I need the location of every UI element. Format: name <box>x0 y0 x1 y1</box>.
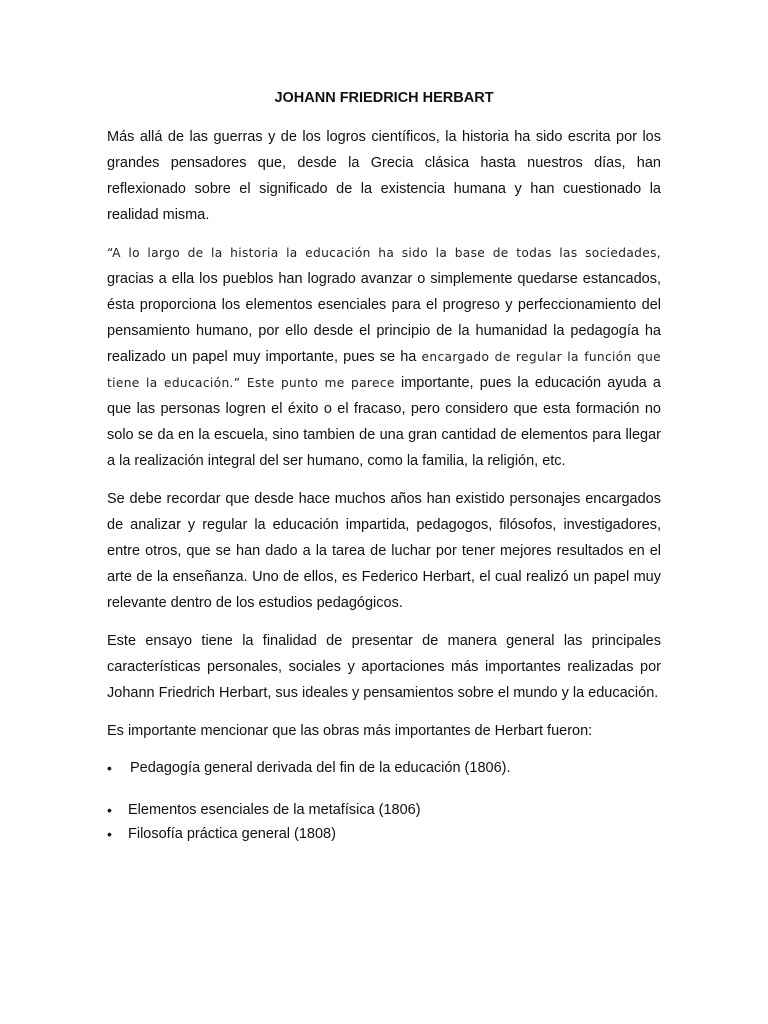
work-title: Pedagogía general derivada del fin de la educación (1806). <box>130 760 511 776</box>
quote-closing: encargado de regular la función que tiene la educación.” Este punto me parece <box>107 350 662 390</box>
document-title: JOHANN FRIEDRICH HERBART <box>274 90 494 106</box>
history-paragraph: Se debe recordar que desde hace muchos años han existido personajes encargados de analizar y regular la educación impartida, pedagogos, filósofos, investigadores, entre otros, que se han dado a la tarea de luchar por tener mejores resultados en el arte de la enseñanza. Uno de ellos, es Federico Herbart, el cual realizó un papel muy relevante dentro de los estudios pedagógicos. <box>107 491 661 611</box>
works-list <box>107 756 661 846</box>
education-text-b: importante, pues la educación ayuda a que las personas logren el éxito o el fracaso, pero considero que esta formación no solo se da en la escuela, sino tambien de una gran cantidad de elementos para llegar a la realización integral del ser humano, como la familia, la religión, etc. <box>107 375 661 469</box>
quote-opening: “A lo largo de la historia la educación ha sido la base de todas las sociedades, <box>107 246 661 260</box>
bullet-icon: • <box>107 802 112 818</box>
list-item <box>107 798 661 822</box>
purpose-paragraph: Este ensayo tiene la finalidad de presentar de manera general las principales características personales, sociales y aportaciones más importantes realizadas por Johann Friedrich Herbart, sus ideales y pensamientos sobre el mundo y la educación. <box>107 633 661 701</box>
intro-paragraph: Más allá de las guerras y de los logros científicos, la historia ha sido escrita por los grandes pensadores que, desde la Grecia clásica hasta nuestros días, han reflexionado sobre el significado de la existencia humana y han cuestionado la realidad misma. <box>107 129 661 223</box>
list-item <box>107 756 661 780</box>
education-paragraph <box>107 240 661 474</box>
works-intro-paragraph: Es importante mencionar que las obras más importantes de Herbart fueron: <box>107 723 593 739</box>
document-page <box>107 88 661 846</box>
work-title: Elementos esenciales de la metafísica (1806) <box>128 802 421 818</box>
bullet-icon: • <box>107 826 112 842</box>
work-title: Filosofía práctica general (1808) <box>128 826 336 842</box>
list-item <box>107 822 661 846</box>
education-text-a: gracias a ella los pueblos han logrado avanzar o simplemente quedarse estancados, ésta proporciona los elementos esenciales para el progreso y perfeccionamiento del pensamiento humano, por ello desde el principio de la humanidad la pedagogía ha realizado un papel muy importante, pues se ha <box>107 271 661 365</box>
bullet-icon: • <box>107 760 112 776</box>
